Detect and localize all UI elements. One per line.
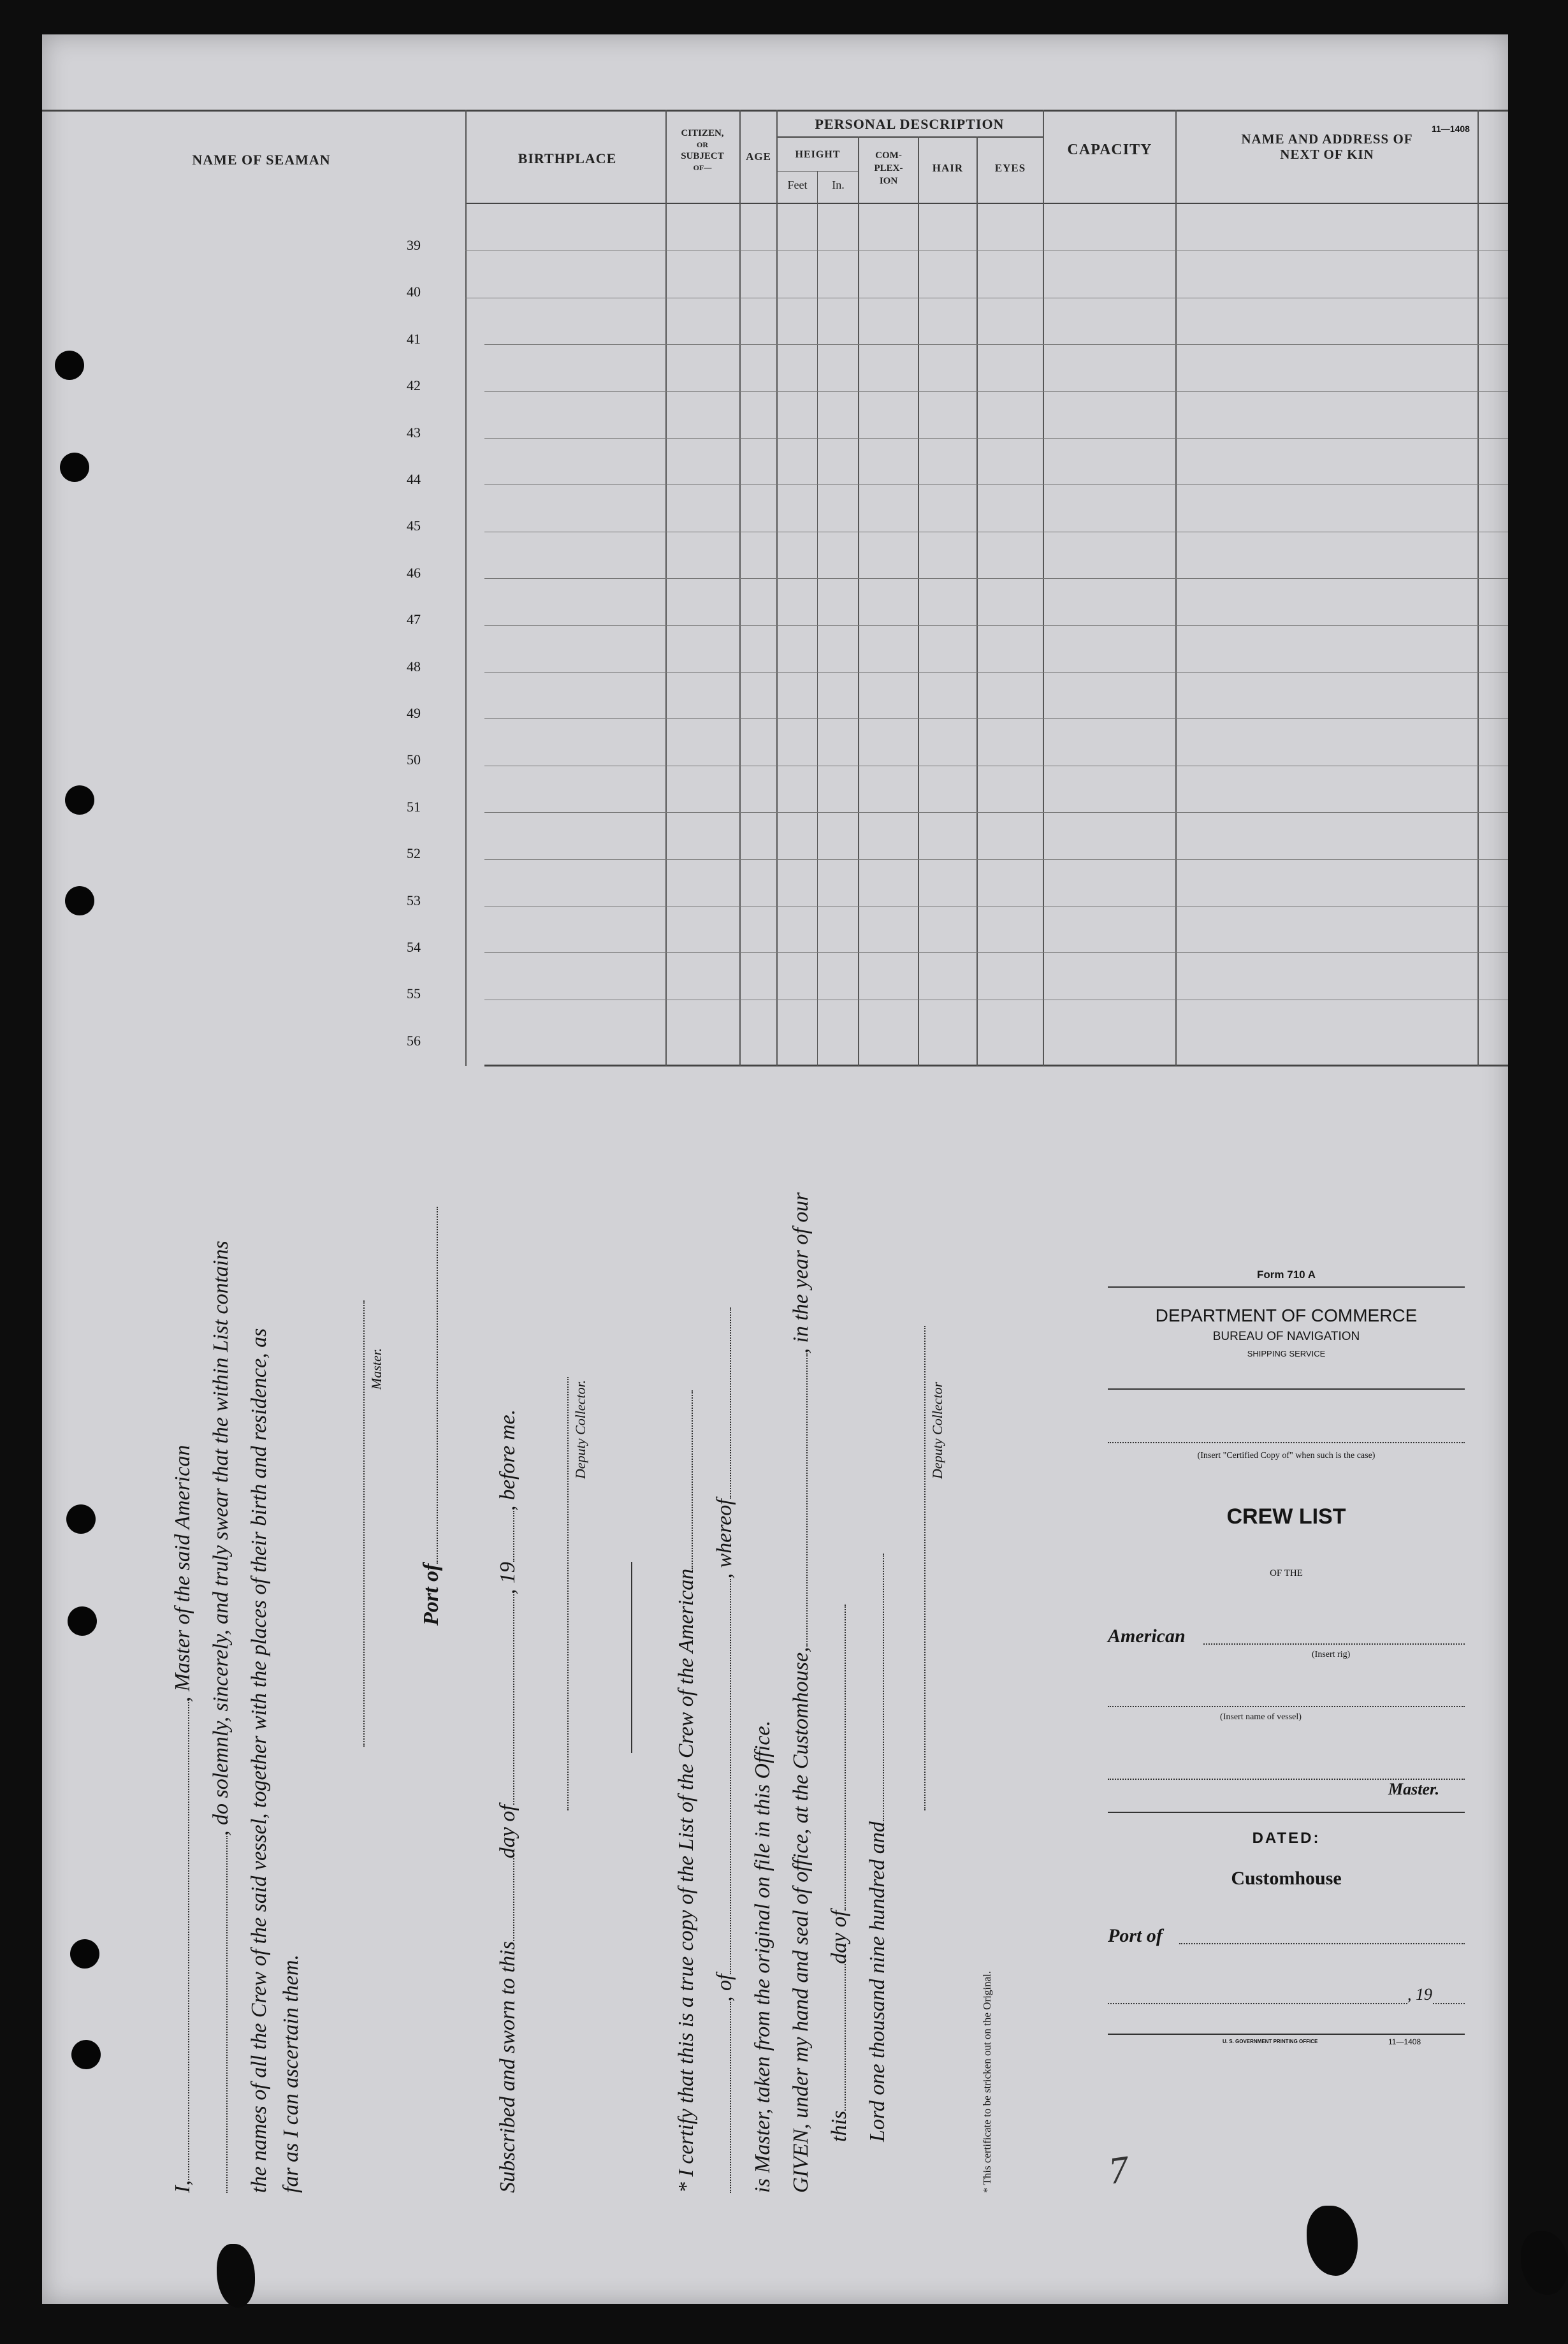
this-dayof: day of — [827, 1910, 851, 1964]
panel-form-code: 11—1408 — [1388, 2037, 1421, 2046]
certified-copy-blank[interactable] — [1108, 1442, 1465, 1443]
crew-list-title: CREW LIST — [1226, 1504, 1346, 1529]
year-panel-blank[interactable] — [1433, 2003, 1465, 2004]
table-row[interactable] — [465, 205, 1508, 251]
subscribed-text: Subscribed and sworn to this — [496, 1941, 519, 2193]
row-number: 54 — [407, 939, 421, 955]
divider-rule — [631, 1562, 632, 1753]
table-row[interactable] — [465, 346, 1508, 391]
table-row[interactable] — [465, 813, 1508, 859]
table-row[interactable] — [465, 579, 1508, 625]
oath-swear: , do solemnly, sincerely, and truly swear that the within List contains — [209, 1241, 233, 1836]
certify-rig-blank[interactable] — [730, 2002, 731, 2193]
oath-line-3: the names of all the Crew of the said vessel, together with the places of their birth and residence, as — [247, 1328, 271, 2193]
oath-line-4: far as I can ascertain them. — [279, 1955, 303, 2193]
row-number: 48 — [407, 658, 421, 674]
certify-tail-blank[interactable] — [730, 1307, 731, 1499]
table-row-line — [484, 859, 1508, 860]
panel-top-rule — [1108, 1286, 1465, 1288]
subscribed-line — [497, 1409, 519, 2193]
header-personal-description: PERSONAL DESCRIPTION — [815, 116, 1005, 132]
certify-of: , of — [713, 1974, 736, 2002]
row-number: 51 — [407, 798, 421, 815]
table-row[interactable] — [465, 627, 1508, 672]
table-row-line — [484, 718, 1508, 719]
master-caption: Master. — [368, 1348, 384, 1390]
handwritten-mark: 7 — [1106, 2148, 1131, 2192]
header-capacity: CAPACITY — [1067, 142, 1152, 158]
deputy-collector-caption-1: Deputy Collector. — [572, 1379, 588, 1479]
row-number: 45 — [407, 518, 421, 534]
table-row[interactable] — [465, 439, 1508, 484]
certify-whereof: , whereof — [713, 1499, 736, 1579]
certified-copy-note: (Insert "Certified Copy of" when such is the case) — [1197, 1451, 1376, 1460]
table-top-rule — [42, 110, 1508, 112]
department-title: DEPARTMENT OF COMMERCE — [1155, 1306, 1418, 1325]
certify-port-blank[interactable] — [730, 1579, 731, 1974]
row-number: 49 — [407, 705, 421, 721]
row-number: 52 — [407, 845, 421, 862]
table-row[interactable] — [465, 486, 1508, 531]
year-panel-label: , 19 — [1407, 1985, 1432, 2004]
header-complexion — [859, 149, 918, 187]
punch-hole — [68, 1606, 97, 1636]
row-number: 53 — [407, 892, 421, 908]
form-number: Form 710 A — [1257, 1269, 1316, 1281]
this-month-blank[interactable] — [845, 1605, 846, 1911]
table-bottom-rule — [484, 1065, 1508, 1066]
of-the-text: OF THE — [1270, 1568, 1303, 1578]
dated-label: DATED: — [1252, 1830, 1321, 1847]
table-row[interactable] — [465, 299, 1508, 344]
header-next-of-kin — [1177, 131, 1477, 162]
header-age: AGE — [746, 150, 771, 163]
this-day-line — [829, 1605, 850, 2142]
certify-vessel-blank[interactable] — [692, 1390, 693, 1569]
deputy-collector-signature-line-1[interactable] — [567, 1377, 569, 1810]
table-row[interactable] — [465, 1001, 1508, 1046]
header-hair: HAIR — [932, 162, 964, 174]
oath-line-1 — [172, 1445, 194, 2193]
row-number: 47 — [407, 611, 421, 628]
sworn-day-blank[interactable] — [513, 1858, 514, 1941]
form-code-top: 11—1408 — [1432, 124, 1470, 134]
row-number: 44 — [407, 471, 421, 487]
table-row-line — [484, 391, 1508, 392]
table-row[interactable] — [465, 767, 1508, 812]
header-inches: In. — [832, 178, 845, 191]
punch-hole — [66, 1504, 96, 1534]
insert-name-note: (Insert name of vessel) — [1220, 1712, 1302, 1722]
rig-blank[interactable] — [1203, 1643, 1465, 1645]
lord-text: Lord one thousand nine hundred and — [866, 1821, 889, 2142]
master-signature-line[interactable] — [363, 1300, 365, 1747]
port-of-panel-label: Port of — [1108, 1925, 1163, 1946]
row-number: 56 — [407, 1032, 421, 1049]
oath-section — [153, 1192, 1058, 2231]
given-port-blank[interactable] — [806, 1353, 808, 1647]
deputy-collector-signature-line-2[interactable] — [924, 1326, 926, 1810]
table-row[interactable] — [465, 533, 1508, 578]
port-blank[interactable] — [437, 1207, 438, 1564]
bureau-title: BUREAU OF NAVIGATION — [1212, 1330, 1360, 1343]
customhouse-label: Customhouse — [1231, 1868, 1342, 1889]
port-of-label: Port of — [419, 1563, 443, 1626]
table-row[interactable] — [465, 720, 1508, 765]
punch-hole — [71, 2040, 101, 2069]
table-row-line — [484, 438, 1508, 439]
row-number: 41 — [407, 330, 421, 347]
certificate-footnote: * This certificate to be stricken out on the Original. — [981, 1970, 993, 2193]
this-text: this — [827, 2110, 851, 2142]
master-panel-label: Master. — [1388, 1780, 1440, 1798]
row-number: 39 — [407, 237, 421, 253]
vessel-name-panel-blank[interactable] — [1108, 1706, 1465, 1707]
sworn-year-blank[interactable] — [513, 1511, 514, 1562]
table-row-line — [484, 344, 1508, 345]
header-next-of-kin-line: NEXT OF KIN — [1280, 147, 1374, 162]
row-number: 43 — [407, 424, 421, 440]
panel-bottom-rule — [1108, 2034, 1465, 2035]
sworn-month-blank[interactable] — [513, 1594, 514, 1805]
header-next-of-kin-line: NAME AND ADDRESS OF — [1241, 131, 1413, 147]
insert-rig-note: (Insert rig) — [1312, 1650, 1351, 1659]
this-day-blank[interactable] — [845, 1964, 846, 2111]
certify-line — [676, 1390, 697, 2193]
header-complexion-line: ION — [879, 176, 898, 186]
certify-master-line: is Master, taken from the original on file in this Office. — [751, 1720, 774, 2193]
table-row-line — [484, 625, 1508, 626]
printer-imprint: U. S. GOVERNMENT PRINTING OFFICE — [1223, 2039, 1318, 2044]
service-title: SHIPPING SERVICE — [1247, 1349, 1326, 1358]
header-citizen-line: SUBJECT — [681, 151, 724, 161]
punch-hole — [60, 453, 89, 482]
header-complexion-line: COM- — [875, 150, 902, 161]
certify-text: * I certify that this is a true copy of the List of the Crew of the American — [674, 1568, 698, 2193]
panel-rule-3 — [1108, 1812, 1465, 1813]
header-citizen-line: OF— — [693, 163, 712, 172]
subscribed-dayof: day of — [496, 1805, 519, 1859]
certify-of-line — [714, 1307, 736, 2193]
master-name-blank[interactable] — [188, 1702, 189, 2180]
header-birthplace: BIRTHPLACE — [518, 150, 617, 166]
row-number: 55 — [407, 986, 421, 1002]
table-row-line — [484, 812, 1508, 813]
given-line — [790, 1192, 812, 2193]
table-row[interactable] — [465, 393, 1508, 438]
table-row-line — [484, 484, 1508, 485]
subscribed-year: , 19 — [496, 1562, 519, 1595]
table-row[interactable] — [465, 954, 1508, 999]
ink-blot — [1521, 2231, 1568, 2295]
vessel-name-blank[interactable] — [226, 1836, 228, 2193]
lord-year-blank[interactable] — [883, 1554, 884, 1821]
punch-hole — [70, 1939, 99, 1969]
personal-description-rule — [776, 136, 1043, 138]
header-citizen-line: CITIZEN, — [681, 128, 724, 138]
header-complexion-line: PLEX- — [874, 163, 903, 173]
header-citizen — [667, 127, 738, 173]
table-row[interactable] — [465, 673, 1508, 718]
panel-rule-2 — [1108, 1388, 1465, 1390]
port-panel-blank[interactable] — [1179, 1943, 1465, 1944]
date-panel-blank[interactable] — [1108, 2003, 1407, 2004]
row-number: 40 — [407, 284, 421, 300]
given-year: , in the year of our — [789, 1192, 813, 1354]
punch-hole — [65, 785, 94, 815]
oath-master-of: , Master of the said American — [171, 1445, 194, 1703]
table-row-line — [484, 578, 1508, 579]
lord-line — [867, 1554, 889, 2142]
header-name-of-seaman: NAME OF SEAMAN — [192, 152, 331, 168]
oath-line-2 — [210, 1241, 232, 2193]
table-row[interactable] — [465, 252, 1508, 297]
header-feet: Feet — [787, 178, 808, 191]
table-row[interactable] — [465, 861, 1508, 906]
american-label: American — [1108, 1626, 1186, 1647]
port-of-line — [421, 1207, 442, 1626]
row-number: 42 — [407, 377, 421, 394]
table-row-line — [484, 672, 1508, 673]
table-row-line — [484, 952, 1508, 953]
punch-hole — [65, 886, 94, 915]
header-citizen-line: OR — [697, 140, 708, 149]
row-number: 50 — [407, 752, 421, 768]
header-height: HEIGHT — [795, 149, 841, 160]
table-row[interactable] — [465, 907, 1508, 952]
given-text: GIVEN, under my hand and seal of office, at the Customhouse, — [789, 1647, 813, 2193]
header-bottom-rule — [465, 203, 1508, 204]
header-eyes: EYES — [994, 162, 1026, 174]
row-number: 46 — [407, 564, 421, 581]
punch-hole — [55, 351, 84, 380]
subscribed-before-me: , before me. — [496, 1409, 519, 1511]
deputy-collector-caption-2: Deputy Collector — [929, 1381, 945, 1479]
oath-i: I, — [171, 2180, 194, 2193]
